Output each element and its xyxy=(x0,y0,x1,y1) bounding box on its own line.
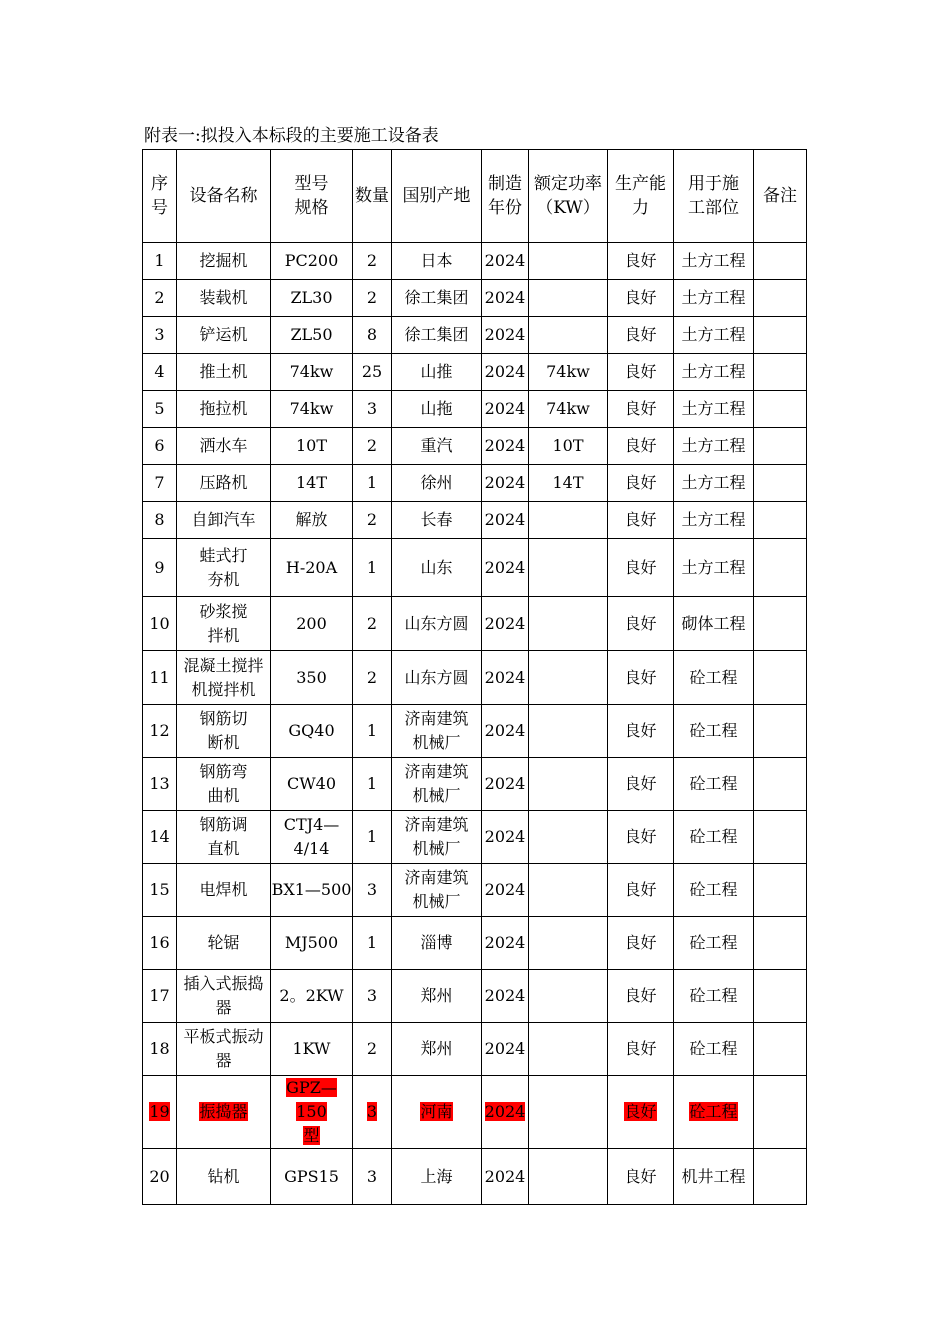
cell-use: 砌体工程 xyxy=(674,597,754,651)
highlighted-text: GPZ—150 型 xyxy=(286,1078,337,1145)
cell-note xyxy=(754,280,807,317)
header-power: 额定功率 （KW） xyxy=(529,150,608,243)
cell-name: 压路机 xyxy=(177,465,271,502)
cell-model: BX1—500 xyxy=(271,864,353,917)
cell-note xyxy=(754,391,807,428)
table-row xyxy=(143,651,807,705)
cell-year: 2024 xyxy=(482,465,529,502)
cell-power xyxy=(529,1149,608,1205)
cell-qty: 2 xyxy=(353,243,392,280)
cell-use: 土方工程 xyxy=(674,317,754,354)
table-row xyxy=(143,391,807,428)
cell-origin: 山东方圆 xyxy=(392,597,482,651)
table-row xyxy=(143,465,807,502)
cell-use xyxy=(674,1076,754,1149)
cell-no: 20 xyxy=(143,1149,177,1205)
cell-model: 74kw xyxy=(271,354,353,391)
cell-year: 2024 xyxy=(482,502,529,539)
cell-use: 土方工程 xyxy=(674,465,754,502)
cell-year: 2024 xyxy=(482,758,529,811)
cell-qty: 3 xyxy=(353,970,392,1023)
cell-power xyxy=(529,539,608,597)
cell-qty: 1 xyxy=(353,465,392,502)
table-row xyxy=(143,428,807,465)
cell-origin: 郑州 xyxy=(392,1023,482,1076)
cell-note xyxy=(754,1149,807,1205)
cell-use: 土方工程 xyxy=(674,243,754,280)
cell-year: 2024 xyxy=(482,917,529,970)
cell-model: 350 xyxy=(271,651,353,705)
cell-power xyxy=(529,317,608,354)
cell-qty: 3 xyxy=(353,1149,392,1205)
table-row xyxy=(143,864,807,917)
cell-capacity: 良好 xyxy=(608,243,674,280)
cell-year: 2024 xyxy=(482,970,529,1023)
cell-no: 7 xyxy=(143,465,177,502)
cell-power xyxy=(529,651,608,705)
cell-use: 砼工程 xyxy=(674,1023,754,1076)
cell-power xyxy=(529,917,608,970)
cell-use: 土方工程 xyxy=(674,428,754,465)
table-row xyxy=(143,539,807,597)
highlighted-text: 河南 xyxy=(420,1102,453,1121)
cell-qty: 3 xyxy=(353,864,392,917)
header-origin: 国别产地 xyxy=(392,150,482,243)
cell-capacity: 良好 xyxy=(608,280,674,317)
cell-qty: 2 xyxy=(353,502,392,539)
cell-no: 17 xyxy=(143,970,177,1023)
cell-origin: 徐州 xyxy=(392,465,482,502)
cell-no: 2 xyxy=(143,280,177,317)
cell-use: 砼工程 xyxy=(674,811,754,864)
table-row xyxy=(143,317,807,354)
cell-model: MJ500 xyxy=(271,917,353,970)
cell-year: 2024 xyxy=(482,539,529,597)
cell-no: 13 xyxy=(143,758,177,811)
cell-power xyxy=(529,1076,608,1149)
cell-note xyxy=(754,651,807,705)
cell-capacity: 良好 xyxy=(608,705,674,758)
cell-no: 6 xyxy=(143,428,177,465)
cell-year: 2024 xyxy=(482,1149,529,1205)
cell-capacity: 良好 xyxy=(608,1023,674,1076)
highlighted-text: 3 xyxy=(366,1102,378,1121)
cell-origin: 济南建筑 机械厂 xyxy=(392,811,482,864)
cell-use: 砼工程 xyxy=(674,864,754,917)
highlighted-text: 振捣器 xyxy=(199,1102,248,1121)
cell-model: PC200 xyxy=(271,243,353,280)
cell-model: 1KW xyxy=(271,1023,353,1076)
cell-note xyxy=(754,354,807,391)
cell-qty xyxy=(353,1076,392,1149)
cell-capacity: 良好 xyxy=(608,758,674,811)
cell-no: 3 xyxy=(143,317,177,354)
cell-model: GPS15 xyxy=(271,1149,353,1205)
cell-use: 土方工程 xyxy=(674,502,754,539)
cell-origin: 济南建筑 机械厂 xyxy=(392,705,482,758)
cell-model: 解放 xyxy=(271,502,353,539)
cell-no xyxy=(143,1076,177,1149)
cell-qty: 1 xyxy=(353,705,392,758)
cell-power xyxy=(529,597,608,651)
cell-note xyxy=(754,917,807,970)
cell-model: 200 xyxy=(271,597,353,651)
cell-capacity: 良好 xyxy=(608,539,674,597)
table-row xyxy=(143,502,807,539)
cell-no: 18 xyxy=(143,1023,177,1076)
table-row xyxy=(143,811,807,864)
cell-no: 12 xyxy=(143,705,177,758)
cell-model: CTJ4— 4/14 xyxy=(271,811,353,864)
table-header-row xyxy=(143,150,807,243)
cell-note xyxy=(754,1076,807,1149)
cell-qty: 1 xyxy=(353,758,392,811)
cell-no: 1 xyxy=(143,243,177,280)
cell-use: 土方工程 xyxy=(674,354,754,391)
cell-no: 15 xyxy=(143,864,177,917)
cell-capacity: 良好 xyxy=(608,1149,674,1205)
cell-note xyxy=(754,864,807,917)
cell-capacity xyxy=(608,1076,674,1149)
cell-note xyxy=(754,597,807,651)
cell-model: ZL30 xyxy=(271,280,353,317)
header-no: 序 号 xyxy=(143,150,177,243)
cell-name: 蛙式打 夯机 xyxy=(177,539,271,597)
cell-use: 砼工程 xyxy=(674,917,754,970)
cell-power xyxy=(529,758,608,811)
header-capacity: 生产能 力 xyxy=(608,150,674,243)
table-row xyxy=(143,280,807,317)
cell-use: 土方工程 xyxy=(674,391,754,428)
cell-name: 混凝土搅拌 机搅拌机 xyxy=(177,651,271,705)
highlighted-text: 砼工程 xyxy=(689,1102,738,1121)
cell-origin: 山推 xyxy=(392,354,482,391)
cell-power: 74kw xyxy=(529,391,608,428)
cell-use: 砼工程 xyxy=(674,651,754,705)
cell-capacity: 良好 xyxy=(608,864,674,917)
cell-capacity: 良好 xyxy=(608,502,674,539)
cell-use: 砼工程 xyxy=(674,758,754,811)
cell-qty: 2 xyxy=(353,428,392,465)
cell-note xyxy=(754,428,807,465)
cell-year: 2024 xyxy=(482,651,529,705)
cell-power xyxy=(529,811,608,864)
header-year: 制造 年份 xyxy=(482,150,529,243)
cell-power xyxy=(529,970,608,1023)
equipment-table xyxy=(142,149,807,1205)
cell-power xyxy=(529,1023,608,1076)
cell-capacity: 良好 xyxy=(608,391,674,428)
cell-name: 挖掘机 xyxy=(177,243,271,280)
cell-model: H-20A xyxy=(271,539,353,597)
cell-note xyxy=(754,1023,807,1076)
cell-origin: 上海 xyxy=(392,1149,482,1205)
cell-capacity: 良好 xyxy=(608,354,674,391)
cell-use: 砼工程 xyxy=(674,705,754,758)
cell-use: 土方工程 xyxy=(674,280,754,317)
cell-note xyxy=(754,811,807,864)
cell-no: 14 xyxy=(143,811,177,864)
cell-model: 14T xyxy=(271,465,353,502)
cell-name: 洒水车 xyxy=(177,428,271,465)
cell-note xyxy=(754,465,807,502)
cell-name: 平板式振动 器 xyxy=(177,1023,271,1076)
cell-power xyxy=(529,864,608,917)
cell-name: 自卸汽车 xyxy=(177,502,271,539)
cell-origin: 郑州 xyxy=(392,970,482,1023)
cell-name: 装载机 xyxy=(177,280,271,317)
cell-capacity: 良好 xyxy=(608,428,674,465)
cell-origin: 长春 xyxy=(392,502,482,539)
cell-origin: 重汽 xyxy=(392,428,482,465)
cell-no: 8 xyxy=(143,502,177,539)
cell-name: 钻机 xyxy=(177,1149,271,1205)
cell-model: GQ40 xyxy=(271,705,353,758)
cell-qty: 2 xyxy=(353,280,392,317)
cell-name xyxy=(177,1076,271,1149)
cell-note xyxy=(754,317,807,354)
cell-capacity: 良好 xyxy=(608,651,674,705)
cell-power xyxy=(529,705,608,758)
header-qty: 数量 xyxy=(353,150,392,243)
cell-year: 2024 xyxy=(482,811,529,864)
cell-no: 4 xyxy=(143,354,177,391)
cell-name: 拖拉机 xyxy=(177,391,271,428)
table-caption: 附表一:拟投入本标段的主要施工设备表 xyxy=(144,126,439,146)
cell-qty: 1 xyxy=(353,539,392,597)
cell-power: 14T xyxy=(529,465,608,502)
cell-no: 10 xyxy=(143,597,177,651)
table-row xyxy=(143,1023,807,1076)
cell-name: 钢筋切 断机 xyxy=(177,705,271,758)
cell-origin: 山拖 xyxy=(392,391,482,428)
cell-name: 砂浆搅 拌机 xyxy=(177,597,271,651)
cell-origin: 山东 xyxy=(392,539,482,597)
cell-model: CW40 xyxy=(271,758,353,811)
cell-model: 74kw xyxy=(271,391,353,428)
cell-no: 5 xyxy=(143,391,177,428)
cell-qty: 1 xyxy=(353,917,392,970)
cell-note xyxy=(754,705,807,758)
cell-name: 铲运机 xyxy=(177,317,271,354)
cell-power: 74kw xyxy=(529,354,608,391)
cell-power xyxy=(529,502,608,539)
cell-capacity: 良好 xyxy=(608,597,674,651)
cell-origin: 徐工集团 xyxy=(392,280,482,317)
cell-qty: 2 xyxy=(353,597,392,651)
cell-use: 机井工程 xyxy=(674,1149,754,1205)
cell-qty: 2 xyxy=(353,651,392,705)
cell-qty: 8 xyxy=(353,317,392,354)
cell-note xyxy=(754,502,807,539)
cell-name: 钢筋调 直机 xyxy=(177,811,271,864)
cell-name: 插入式振捣 器 xyxy=(177,970,271,1023)
highlighted-text: 2024 xyxy=(484,1102,526,1121)
header-model: 型号 规格 xyxy=(271,150,353,243)
table-row xyxy=(143,1076,807,1149)
cell-name: 轮锯 xyxy=(177,917,271,970)
cell-qty: 1 xyxy=(353,811,392,864)
cell-model: 10T xyxy=(271,428,353,465)
cell-power xyxy=(529,243,608,280)
cell-origin: 济南建筑 机械厂 xyxy=(392,758,482,811)
cell-capacity: 良好 xyxy=(608,811,674,864)
table-row xyxy=(143,705,807,758)
table-row xyxy=(143,917,807,970)
table-row xyxy=(143,970,807,1023)
cell-power: 10T xyxy=(529,428,608,465)
cell-year: 2024 xyxy=(482,428,529,465)
cell-origin: 山东方圆 xyxy=(392,651,482,705)
cell-name: 推土机 xyxy=(177,354,271,391)
cell-origin: 徐工集团 xyxy=(392,317,482,354)
cell-qty: 25 xyxy=(353,354,392,391)
cell-no: 9 xyxy=(143,539,177,597)
cell-capacity: 良好 xyxy=(608,970,674,1023)
cell-use: 土方工程 xyxy=(674,539,754,597)
header-use: 用于施 工部位 xyxy=(674,150,754,243)
cell-no: 11 xyxy=(143,651,177,705)
header-name: 设备名称 xyxy=(177,150,271,243)
cell-use: 砼工程 xyxy=(674,970,754,1023)
table-row xyxy=(143,758,807,811)
table-row xyxy=(143,597,807,651)
cell-qty: 3 xyxy=(353,391,392,428)
cell-note xyxy=(754,970,807,1023)
cell-year: 2024 xyxy=(482,354,529,391)
cell-note xyxy=(754,243,807,280)
cell-year: 2024 xyxy=(482,280,529,317)
cell-capacity: 良好 xyxy=(608,465,674,502)
cell-name: 钢筋弯 曲机 xyxy=(177,758,271,811)
cell-capacity: 良好 xyxy=(608,317,674,354)
cell-origin: 日本 xyxy=(392,243,482,280)
header-note: 备注 xyxy=(754,150,807,243)
cell-name: 电焊机 xyxy=(177,864,271,917)
cell-year: 2024 xyxy=(482,705,529,758)
cell-year: 2024 xyxy=(482,317,529,354)
cell-model: ZL50 xyxy=(271,317,353,354)
table-row xyxy=(143,354,807,391)
highlighted-text: 19 xyxy=(149,1102,170,1121)
cell-capacity: 良好 xyxy=(608,917,674,970)
cell-model xyxy=(271,1076,353,1149)
cell-no: 16 xyxy=(143,917,177,970)
cell-origin: 济南建筑 机械厂 xyxy=(392,864,482,917)
cell-note xyxy=(754,539,807,597)
cell-year: 2024 xyxy=(482,597,529,651)
cell-year: 2024 xyxy=(482,864,529,917)
cell-year: 2024 xyxy=(482,243,529,280)
cell-model: 2。2KW xyxy=(271,970,353,1023)
table-row xyxy=(143,243,807,280)
cell-origin xyxy=(392,1076,482,1149)
cell-qty: 2 xyxy=(353,1023,392,1076)
cell-power xyxy=(529,280,608,317)
cell-note xyxy=(754,758,807,811)
highlighted-text: 良好 xyxy=(624,1102,657,1121)
table-row xyxy=(143,1149,807,1205)
cell-year: 2024 xyxy=(482,391,529,428)
cell-year: 2024 xyxy=(482,1023,529,1076)
cell-origin: 淄博 xyxy=(392,917,482,970)
cell-year xyxy=(482,1076,529,1149)
